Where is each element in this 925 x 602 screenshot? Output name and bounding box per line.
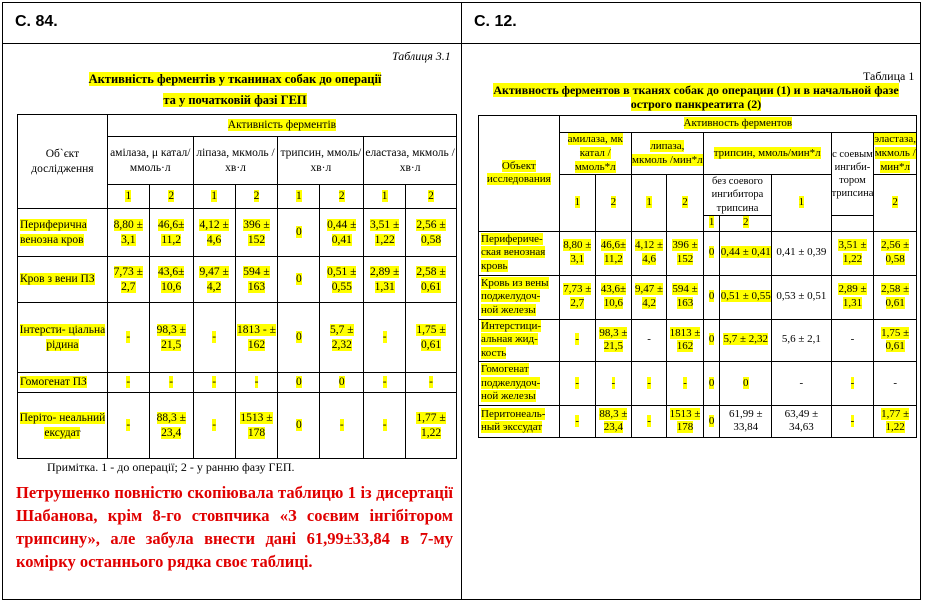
table-cell: 396 ± 152 [235,209,278,257]
column-divider [461,3,462,599]
table-cell: 1,77 ± 1,22 [406,393,457,459]
table-cell: 1813 - ± 162 [235,303,278,373]
left-phase-2: 2 [320,185,364,209]
right-table-number: Таблица 1 [863,69,915,83]
right-activity-header: Активность ферментов [559,116,916,133]
left-table-title-2: та у початковій фазі ГЕП [163,93,307,107]
table-cell: 98,3 ± 21,5 [595,319,631,361]
table-cell: - [874,361,917,405]
left-phase-1: 1 [278,185,320,209]
table-row [479,319,917,361]
table-cell: 0 [703,405,720,437]
table-cell: 9,47 ± 4,2 [631,275,666,319]
table-cell: - [406,373,457,393]
table-cell: - [107,373,149,393]
row-label: Кров з вени ПЗ [18,257,108,303]
header-divider [3,43,920,44]
table-cell: 1513 ± 178 [235,393,278,459]
table-cell: 2,89 ± 1,31 [364,257,406,303]
right-lipase-header: липаза, мкмоль /мин*л [631,133,703,175]
table-cell: 5,7 ± 2,32 [720,319,772,361]
table-cell: 0 [720,361,772,405]
right-object-header: Объект исследования [479,116,560,232]
table-cell: 0 [703,231,720,275]
table-row [18,303,457,373]
left-phase-2: 2 [235,185,278,209]
table-cell: 7,73 ± 2,7 [559,275,595,319]
table-cell: 43,6± 10,6 [595,275,631,319]
table-row [18,257,457,303]
table-row [479,405,917,437]
table-cell: - [107,393,149,459]
right-phase-1: 1 [631,175,666,231]
plagiarism-comment: Петрушенко повністю скопіювала таблицю 1 із дисертації Шабанова, крім 8-го стовпчика «З соєвим інгібітором трипсину», але забула внести дані 61,99±33,84 в 7-му комірку останнього рядка своє таблиці. [16,483,453,571]
right-amylase-header: амилаза, мк катал /ммоль*л [559,133,631,175]
left-table-note: Примітка. 1 - до операції; 2 - у ранню фазу ГЕП. [47,460,295,474]
table-cell: 5,6 ± 2,1 [772,319,831,361]
table-cell: - [831,319,874,361]
right-column-header: С. 12. [474,13,517,30]
table-cell: 0 [703,319,720,361]
table-cell: - [559,319,595,361]
left-lipase-header: ліпаза, мкмоль /хв·л [193,137,278,185]
table-row [479,231,917,275]
left-object-header: Об`єкт дослідження [18,115,108,209]
table-cell: 8,80 ± 3,1 [107,209,149,257]
table-cell: 0,51 ± 0,55 [320,257,364,303]
table-cell: - [193,373,235,393]
row-label: Кровь из вены поджелудоч- ной железы [479,275,560,319]
table-cell: 0 [278,393,320,459]
table-cell: 1,75 ± 0,61 [874,319,917,361]
table-cell: 46,6± 11,2 [595,231,631,275]
left-column-header: С. 84. [15,13,58,30]
left-phase-1: 1 [107,185,149,209]
table-cell: - [631,361,666,405]
table-cell: 7,73 ± 2,7 [107,257,149,303]
table-cell: - [320,393,364,459]
table-cell: 2,58 ± 0,61 [406,257,457,303]
left-amylase-header: амілаза, μ катал/ммоль·л [107,137,193,185]
table-cell: 0 [703,361,720,405]
table-cell: - [193,393,235,459]
table-cell: - [364,303,406,373]
table-row [18,393,457,459]
row-label: Интерстици- альная жид- кость [479,319,560,361]
right-elastase-header: эластаза, мкмоль /мин*л [874,133,917,175]
table-cell: 396 ± 152 [667,231,704,275]
left-activity-header: Активність ферментів [107,115,456,137]
table-row [18,209,457,257]
table-cell: 4,12 ± 4,6 [631,231,666,275]
right-phase-1: 1 [772,175,831,231]
table-cell: 46,6± 11,2 [149,209,193,257]
table-cell: 0,41 ± 0,39 [772,231,831,275]
right-table-title-2: острого панкреатита (2) [630,97,762,111]
table-cell: - [107,303,149,373]
right-table-title-1: Активность ферментов в тканях собак до операции (1) и в начальной фазе [493,83,899,97]
row-label: Перифериче- ская венозная кровь [479,231,560,275]
table-cell: 1813 ± 162 [667,319,704,361]
left-elastase-header: еластаза, мкмоль /хв·л [364,137,457,185]
left-phase-2: 2 [406,185,457,209]
table-cell: - [193,303,235,373]
left-phase-1: 1 [364,185,406,209]
table-cell: 0,44 ± 0,41 [720,231,772,275]
table-cell: 3,51 ± 1,22 [364,209,406,257]
right-phase-2: 2 [595,175,631,231]
row-label: Периферична венозна кров [18,209,108,257]
right-trypsin-header: трипсин, ммоль/мин*л [703,133,831,175]
row-label: Періто- неальний ексудат [18,393,108,459]
table-cell: - [667,361,704,405]
table-cell: 43,6± 10,6 [149,257,193,303]
table-cell: - [831,361,874,405]
table-cell: 9,47 ± 4,2 [193,257,235,303]
table-cell: 8,80 ± 3,1 [559,231,595,275]
table-cell: 4,12 ± 4,6 [193,209,235,257]
table-cell: - [559,405,595,437]
table-cell: 1513 ± 178 [667,405,704,437]
right-inhibitor-blank [831,215,874,231]
left-phase-1: 1 [193,185,235,209]
table-row [18,373,457,393]
table-cell: 2,58 ± 0,61 [874,275,917,319]
table-cell: 0,53 ± 0,51 [772,275,831,319]
table-cell: - [631,405,666,437]
left-trypsin-header: трипсин, ммоль/хв·л [278,137,364,185]
left-table-title-1: Активність ферментів у тканинах собак до операції [88,72,382,86]
table-cell: 0 [703,275,720,319]
table-cell: 98,3 ± 21,5 [149,303,193,373]
row-label: Інтерсти- ціальна рідина [18,303,108,373]
table-cell: 2,56 ± 0,58 [874,231,917,275]
left-table-number: Таблиця 3.1 [392,49,451,63]
table-cell: 5,7 ± 2,32 [320,303,364,373]
table-cell: - [595,361,631,405]
right-phase-2: 2 [720,215,772,231]
row-label: Перитонеаль- ный экссудат [479,405,560,437]
left-enzyme-table [17,114,457,459]
row-label: Гомогенат ПЗ [18,373,108,393]
right-phase-2: 2 [667,175,704,231]
table-cell: 2,89 ± 1,31 [831,275,874,319]
table-cell: 0 [278,209,320,257]
table-cell: - [364,373,406,393]
left-phase-2: 2 [149,185,193,209]
table-cell: - [235,373,278,393]
row-label: Гомогенат поджелудоч- ной железы [479,361,560,405]
table-cell: 0 [278,373,320,393]
right-without-inhibitor-header: без соевого ингибитора трипсина [703,175,771,215]
table-cell: 594 ± 163 [667,275,704,319]
table-cell: - [364,393,406,459]
table-cell: 63,49 ± 34,63 [772,405,831,437]
table-cell: - [831,405,874,437]
table-cell: 2,56 ± 0,58 [406,209,457,257]
table-cell: - [559,361,595,405]
table-cell: 88,3 ± 23,4 [595,405,631,437]
table-cell: 0,44 ± 0,41 [320,209,364,257]
table-cell: - [149,373,193,393]
right-phase-1: 1 [703,215,720,231]
table-cell: 0 [320,373,364,393]
table-cell: 3,51 ± 1,22 [831,231,874,275]
table-cell: 1,75 ± 0,61 [406,303,457,373]
table-cell: - [772,361,831,405]
right-phase-2: 2 [874,175,917,231]
right-enzyme-table [478,115,917,438]
table-cell: 1,77 ± 1,22 [874,405,917,437]
table-row [479,361,917,405]
table-cell: 0 [278,303,320,373]
table-cell: 61,99 ± 33,84 [720,405,772,437]
table-cell: 88,3 ± 23,4 [149,393,193,459]
table-cell: 0 [278,257,320,303]
table-cell: 594 ± 163 [235,257,278,303]
right-with-inhibitor-header: с соевым ингиби- тором трипсина [831,133,874,216]
right-phase-1: 1 [559,175,595,231]
table-row [479,275,917,319]
table-cell: - [631,319,666,361]
table-cell: 0,51 ± 0,55 [720,275,772,319]
